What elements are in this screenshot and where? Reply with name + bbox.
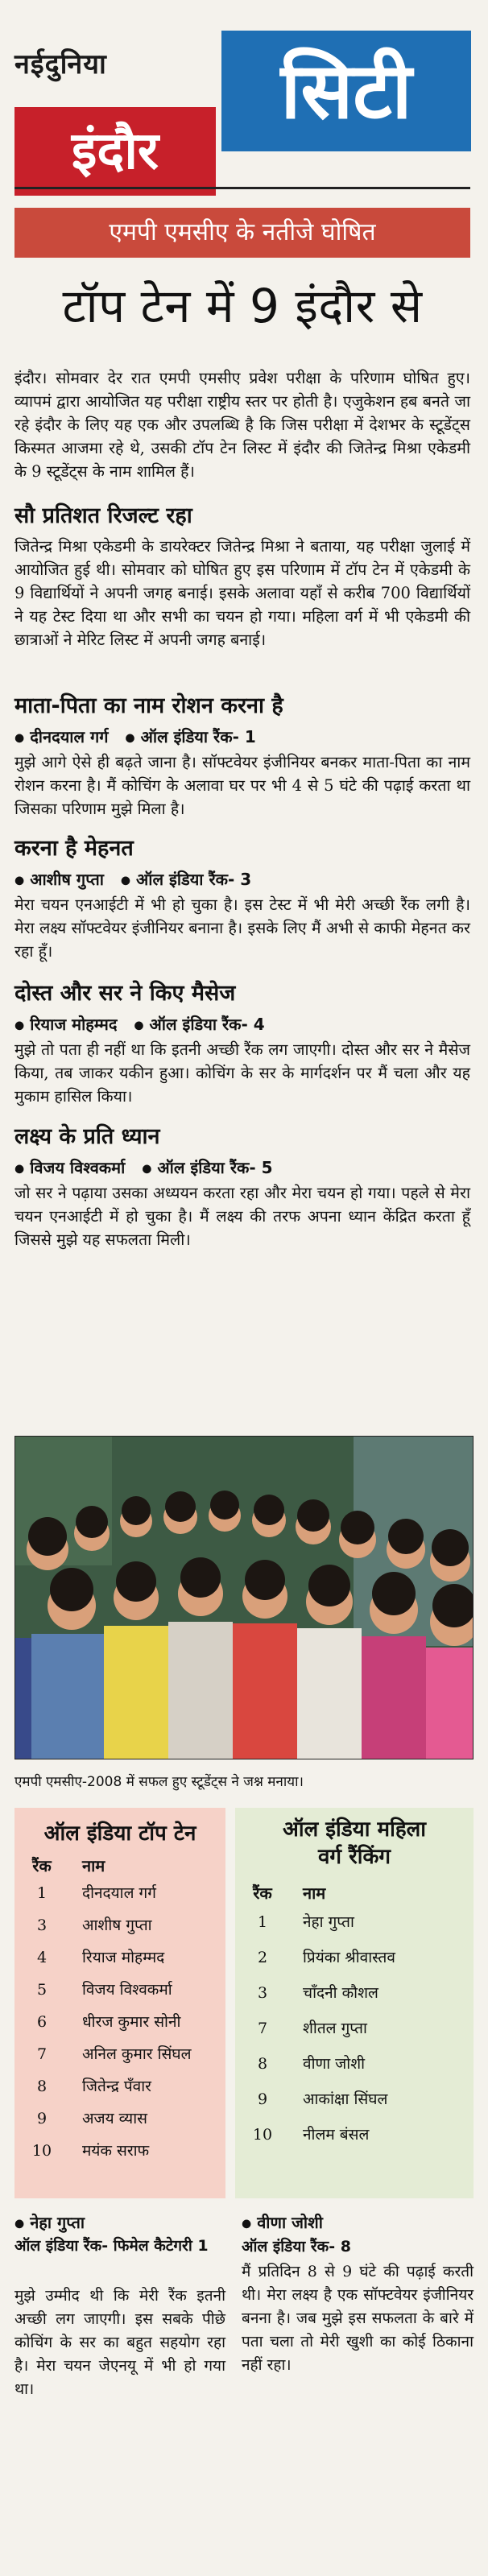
section-paragraph: जो सर ने पढ़ाया उसका अध्ययन करता रहा और मेरा चयन हो गया। पहले से मेरा चयन एनआईटी में हो चुका है। मैं लक्ष्य की तरफ अपना ध्यान केंद्रित करता हूँ जिससे मुझे यह सफलता मिली। [14, 1184, 470, 1249]
name-cell: नीलम बंसल [303, 2126, 370, 2144]
winner-rank-line: ऑल इंडिया रैंक- 8 [242, 2238, 351, 2256]
rank-value: 5 [261, 1158, 273, 1177]
brand-city: इंदौर [14, 107, 216, 196]
women-ranking-box [235, 1808, 474, 2198]
name-cell: नेहा गुप्ता [303, 1913, 354, 1931]
rank-value: 3 [240, 870, 252, 889]
bullet-icon: ● [14, 1019, 25, 1032]
rank-value: 4 [253, 1015, 265, 1034]
rank-cell: 1 [257, 1913, 268, 1931]
student-name: आशीष गुप्ता [30, 870, 104, 889]
student-rank-line [14, 725, 470, 750]
intro-paragraph: इंदौर। सोमवार देर रात एमपी एमसीए प्रवेश परीक्षा के परिणाम घोषित हुए। व्यापमं द्वारा आयोजित यह परीक्षा राष्ट्रीय स्तर पर होती है। एजुकेशन हब बनते जा रहे इंदौर के लिए यह एक और उपलब्धि है कि जिस परीक्षा में देशभर के स्टूडेंट्स किस्मत आजमा रहे थे, उसकी टॉप टेन लिस्ट में इंदौर की जितेन्द्र मिश्रा एकेडमी के 9 स्टूडेंट्स के नाम शामिल हैं। [14, 369, 470, 481]
bullet-icon: ● [134, 1019, 144, 1032]
student-name: रियाज मोहम्मद [30, 1015, 118, 1034]
bullet-icon: ● [142, 1162, 152, 1176]
rank-cell: 1 [36, 1884, 48, 1902]
rank-label: ऑल इंडिया रैंक- [136, 870, 235, 889]
section-heading: लक्ष्य के प्रति ध्यान [14, 1124, 160, 1149]
kicker-banner: एमपी एमसीए के नतीजे घोषित [14, 208, 470, 258]
rank-cell: 7 [257, 2020, 268, 2037]
bullet-icon: ● [14, 1162, 25, 1176]
section-heading: दोस्त और सर ने किए मैसेज [14, 981, 236, 1006]
students-celebrating-photo [15, 1437, 473, 1759]
bullet-icon: ● [14, 2217, 25, 2231]
section-name: सिटी [221, 31, 471, 151]
rank-label: ऑल इंडिया रैंक- [157, 1158, 256, 1177]
name-cell: अजय व्यास [82, 2110, 147, 2127]
rank-cell: 3 [257, 1984, 268, 2002]
bullet-icon: ● [242, 2217, 252, 2231]
col-name-header: नाम [303, 1883, 326, 1903]
section-paragraph: मेरा चयन एनआईटी में भी हो चुका है। इस टेस्ट में भी मेरी अच्छी रैंक लगी है। मेरा लक्ष्य सॉफ्टवेयर इंजीनियर बनाना है। इसके लिए मैं अभी से काफी मेहनत कर रहा हूँ। [14, 895, 470, 961]
divider [14, 187, 470, 189]
col-name-header: नाम [82, 1856, 105, 1875]
section-heading: माता-पिता का नाम रोशन करना है [14, 693, 283, 718]
bullet-icon: ● [14, 731, 25, 745]
student-rank-line [14, 1012, 470, 1038]
winner-name-line [242, 2210, 474, 2236]
rank-cell: 9 [36, 2110, 48, 2127]
name-cell: शीतल गुप्ता [303, 2020, 367, 2037]
name-cell: रियाज मोहम्मद [82, 1949, 165, 1966]
section-paragraph: मुझे आगे ऐसे ही बढ़ते जाना है। सॉफ्टवेयर इंजीनियर बनकर माता-पिता का नाम रोशन करना है। मैं कोचिंग के अलावा घर पर भी 4 से 5 घंटे की पढ़ाई करता था जिसका परिणाम मुझे मिला है। [14, 753, 470, 818]
name-cell: आकांक्षा सिंघल [303, 2090, 388, 2108]
rank-cell: 8 [36, 2078, 48, 2095]
bullet-icon: ● [125, 731, 135, 745]
student-rank-line [14, 867, 470, 893]
name-cell: आशीष गुप्ता [82, 1916, 152, 1934]
rank-cell: 10 [252, 2126, 273, 2144]
winner-name-line [14, 2210, 225, 2236]
winner-name: नेहा गुप्ता [30, 2213, 85, 2232]
section-paragraph: मुझे तो पता ही नहीं था कि इतनी अच्छी रैंक लग जाएगी। दोस्त और सर ने मैसेज किया, तब जाकर यकीन हुआ। कोचिंग के सर के मार्गदर्शन पर मैं चला और यह मुकाम हासिल किया। [14, 1040, 470, 1106]
group-photo [14, 1436, 474, 1759]
name-cell: जितेन्द्र पँवार [82, 2078, 151, 2095]
photo-caption: एमपी एमसीए-2008 में सफल हुए स्टूडेंट्स ने जश्न मनाया। [14, 1774, 304, 1790]
student-rank-line [14, 1156, 470, 1181]
rank-cell: 5 [36, 1981, 48, 1999]
rank-value: 1 [244, 727, 256, 746]
col-rank-header: रैंक [32, 1856, 52, 1875]
masthead-left [14, 44, 216, 181]
section-heading: सौ प्रतिशत रिजल्ट रहा [14, 503, 192, 528]
col-rank-header: रैंक [253, 1883, 272, 1903]
student-name: दीनदयाल गर्ग [30, 727, 109, 746]
name-cell: दीनदयाल गर्ग [82, 1884, 156, 1902]
rank-label: ऑल इंडिया रैंक- [140, 727, 239, 746]
winner-rank-line: ऑल इंडिया रैंक- फिमेल कैटेगरी 1 [14, 2237, 209, 2255]
name-cell: चाँदनी कौशल [303, 1984, 378, 2002]
rank-cell: 7 [36, 2045, 48, 2063]
top-ten-box [14, 1808, 225, 2198]
name-cell: विजय विश्वकर्मा [82, 1981, 172, 1999]
winner-quote: मुझे उम्मीद थी कि मेरी रैंक इतनी अच्छी लग जाएगी। इस सबके पीछे कोचिंग के सर का बहुत सहयोग रहा है। मेरा चयन जेएनयू में भी हो गया था। [14, 2287, 225, 2398]
box-title-line: वर्ग रैंकिंग [317, 1845, 391, 1869]
rank-cell: 10 [31, 2142, 52, 2160]
student-name: विजय विश्वकर्मा [30, 1158, 126, 1177]
brand-name: नईदुनिया [14, 48, 107, 81]
rank-cell: 2 [257, 1949, 268, 1966]
section-paragraph: जितेन्द्र मिश्रा एकेडमी के डायरेक्टर जितेन्द्र मिश्रा ने बताया, यह परीक्षा जुलाई में आयोजित हुई थी। सोमवार को घोषित हुए इस परिणाम में टॉप टेन में एकेडमी के 9 विद्यार्थियों ने अपनी जगह बनाई। इसके अलावा यहाँ से करीब 700 विद्यार्थियों ने यह टेस्ट दिया था और सभी का चयन हो गया। महिला वर्ग में भी एकेडमी की छात्राओं ने मेरिट लिस्ट में अपनी जगह बनाई। [14, 537, 470, 649]
rank-cell: 6 [36, 2013, 48, 2031]
bullet-icon: ● [120, 874, 131, 887]
rank-label: ऑल इंडिया रैंक- [149, 1015, 248, 1034]
box-title [235, 1808, 474, 1871]
section-heading: करना है मेहनत [14, 836, 134, 861]
name-cell: वीणा जोशी [303, 2055, 366, 2073]
box-title-line: ऑल इंडिया महिला [282, 1817, 426, 1842]
rank-cell: 4 [36, 1949, 48, 1966]
name-cell: अनिल कुमार सिंघल [82, 2045, 192, 2063]
winner-name: वीणा जोशी [257, 2213, 323, 2232]
masthead [0, 0, 488, 181]
winner-quote: मैं प्रतिदिन 8 से 9 घंटे की पढ़ाई करती थी। मेरा लक्ष्य है एक सॉफ्टवेयर इंजीनियर बनना है। जब मुझे इस सफलता के बारे में पता चला तो मेरी खुशी का कोई ठिकाना नहीं रहा। [242, 2263, 474, 2374]
bullet-icon: ● [14, 874, 25, 887]
name-cell: प्रियंका श्रीवास्तव [303, 1949, 395, 1966]
box-title: ऑल इंडिया टॉप टेन [43, 1821, 196, 1846]
rank-cell: 9 [257, 2090, 268, 2108]
name-cell: मयंक सराफ [82, 2142, 150, 2160]
name-cell: धीरज कुमार सोनी [82, 2013, 181, 2031]
headline: टॉप टेन में 9 इंदौर से [62, 279, 423, 333]
rank-cell: 8 [257, 2055, 268, 2073]
rank-cell: 3 [36, 1916, 48, 1934]
